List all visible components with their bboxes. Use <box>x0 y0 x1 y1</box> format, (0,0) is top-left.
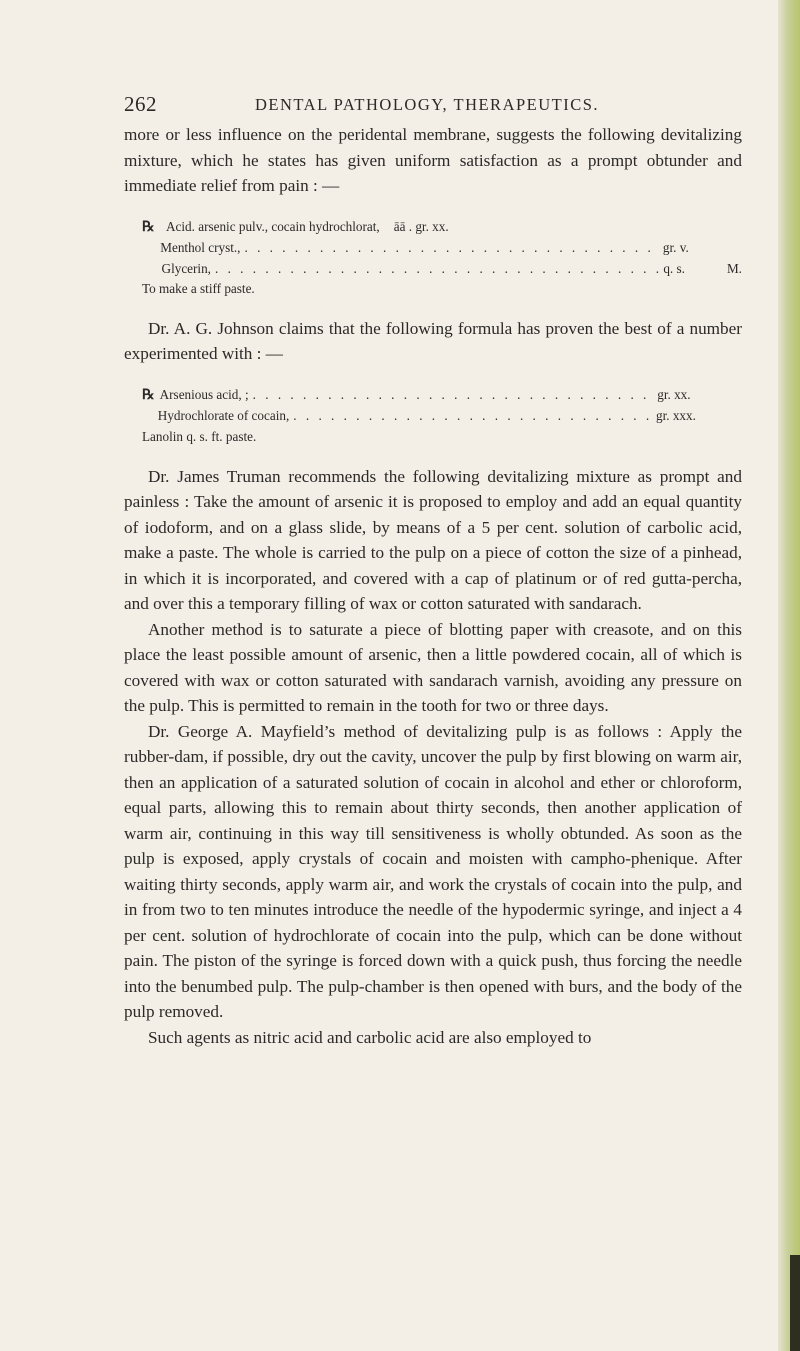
rx2-ingredient-1: Arsenious acid, ; <box>159 386 249 402</box>
rx2-symbol: ℞ <box>142 387 155 403</box>
running-title: DENTAL PATHOLOGY, THERAPEUTICS. <box>255 95 600 114</box>
rx2-line-2 <box>142 406 742 427</box>
paragraph-creasote: Another method is to saturate a piece of blotting paper with creasote, and on this place the least possible amount of arsenic, then a little powdered cocain, all of which is covered with wax or cotton saturated with sandarach varnish, avoiding any pressure on the pulp. This is permitted to remain in the tooth for two or three days. <box>124 619 742 716</box>
rx1-ingredient-1: Acid. arsenic pulv., cocain hydrochlorat, <box>166 218 380 234</box>
paragraph-truman: Dr. James Truman recommends the following devitalizing mixture as prompt and painless : Take the amount of arsenic it is proposed to employ and add an equal quantity of iodoform, and on a glass slide, by means of a 5 per cent. solution of carbolic acid, make a paste. The whole is carried to the pulp on a piece of cotton the size of a pinhead, in which it is incorporated, and covered with a cap of platinum or of red gutta-percha, and over this a temporary filling of wax or cotton saturated with sandarach. <box>124 466 742 614</box>
rx1-leader-dots-2 <box>240 238 660 259</box>
rx2-qty-1: gr. xx. <box>657 386 691 402</box>
rx1-qty-3: q. s. <box>663 260 685 276</box>
prescription-2 <box>142 385 742 448</box>
page-edge-dark-corner <box>790 1255 800 1351</box>
rx2-leader-dots-2 <box>289 406 654 427</box>
rx2-leader-dots-1 <box>249 385 656 406</box>
rx1-ingredient-2: Menthol cryst., <box>160 240 241 256</box>
rx1-qty-1: āā . gr. xx. <box>393 218 449 234</box>
paragraph-mayfield: Dr. George A. Mayfield’s method of devitalizing pulp is as follows : Apply the rubber-dam, if possible, dry out the cavity, uncover the pulp by first blowing on warm air, then an application of a saturated solution of cocain in alcohol and ether or chloroform, equal parts, allowing this to remain about thirty seconds, then another application of warm air, continuing in this way till sensitiveness is wholly obtunded. As soon as the pulp is exposed, apply crystals of cocain and moisten with campho-phenique. After waiting thirty seconds, apply warm air, and work the crystals of cocain into the pulp, and in from two to ten minutes introduce the needle of the hypodermic syringe, and inject a 4 per cent. solution of hydrochlorate of cocain into the pulp, which can be done without pain. The piston of the syringe is forced down with a quick push, thus forcing the needle into the benumbed pulp. The pulp-chamber is then opened with burs, and the body of the pulp removed. <box>124 721 742 1022</box>
page-number: 262 <box>124 92 157 116</box>
rx1-line-2 <box>142 238 742 259</box>
rx1-ingredient-3: Glycerin, <box>161 260 211 276</box>
paragraph-intro: more or less influence on the peridental membrane, suggests the following devitalizing mixture, which he states has given uniform satisfaction as a prompt obtunder and immediate relief from pain : — <box>124 125 742 195</box>
rx2-qty-2: gr. xxx. <box>655 408 696 424</box>
page-edge-shadow <box>778 0 800 1351</box>
rx2-line-1 <box>142 385 742 407</box>
rx2-ingredient-2: Hydrochlorate of cocain, <box>157 408 290 424</box>
rx1-symbol: ℞ <box>142 219 155 235</box>
rx1-misce: M. <box>726 260 742 276</box>
running-head <box>124 92 734 114</box>
rx1-line-3 <box>142 259 742 280</box>
rx1-instruction: To make a stiff paste. <box>142 281 255 297</box>
rx2-instruction: Lanolin q. s. ft. paste. <box>142 429 257 445</box>
prescription-1 <box>142 217 742 300</box>
paragraph-johnson: Dr. A. G. Johnson claims that the following formula has proven the best of a number experimented with : — <box>124 318 742 364</box>
rx1-qty-2: gr. v. <box>662 240 689 256</box>
page-body <box>124 122 742 1050</box>
rx1-leader-dots-3 <box>211 259 661 280</box>
paragraph-final: Such agents as nitric acid and carbolic acid are also employed to <box>148 1027 592 1047</box>
rx1-line-1 <box>142 217 742 239</box>
